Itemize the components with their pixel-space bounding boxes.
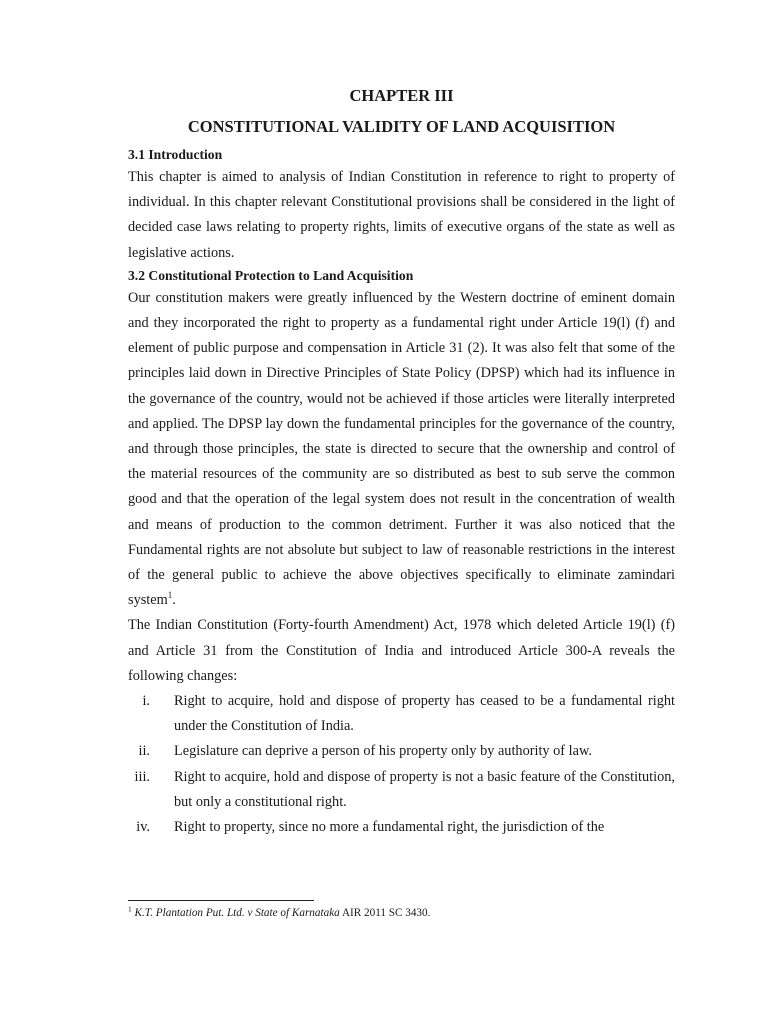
footnote-reference[interactable]: 1 [167,590,173,601]
list-item [128,765,675,815]
introduction-paragraph: This chapter is aimed to analysis of Indian Constitution in reference to right to property of individual. In this chapter relevant Constitutional provisions shall be considered in the light of decided case laws relating to property rights, limits of executive organs of the state as well as legislative actions. [128,169,675,261]
amendment-paragraph: The Indian Constitution (Forty-fourth Amendment) Act, 1978 which deleted Article 19(l) (f) and Article 31 from the Constitution of India and introduced Article 300-A reveals the following changes: [128,617,675,684]
constitutional-protection-paragraph [128,286,675,614]
footnote-mark: 1 [128,904,132,914]
list-item-number: iii. [134,768,150,785]
changes-list [128,689,675,840]
list-item-number: ii. [138,743,150,760]
paragraph-end: . [172,592,176,609]
list-item-text: Right to property, since no more a fundamental right, the jurisdiction of the [174,819,605,836]
list-item [128,815,675,840]
section-heading-constitutional-protection: 3.2 Constitutional Protection to Land Acquisition [128,267,414,283]
list-item [128,739,675,764]
list-item-number: iv. [136,819,150,836]
body-flow [128,145,675,840]
footnote [128,906,430,921]
list-item-text: Legislature can deprive a person of his property only by authority of law. [174,743,592,760]
list-item-text: Right to acquire, hold and dispose of property has ceased to be a fundamental right under the Constitution of India. [174,693,675,735]
list-item-number: i. [142,693,150,710]
chapter-label: CHAPTER III [349,86,454,105]
paragraph-text: Our constitution makers were greatly influenced by the Western doctrine of eminent domain and they incorporated the right to property as a fundamental right under Article 19(l) (f) and element of public purpose and compensation in Article 31 (2). It was also felt that some of the principles laid down in Directive Principles of State Policy (DPSP) which had its influence in the governance of the country, would not be achieved if those articles were literally interpreted and applied. The DPSP lay down the fundamental principles for the governance of the country, and through those principles, the state is directed to secure that the ownership and control of the material resources of the community are so distributed as best to sub serve the common good and that the operation of the legal system does not result in the concentration of wealth and means of production to the common detriment. Further it was also noticed that the Fundamental rights are not absolute but subject to law of reasonable restrictions in the interest of the general public to achieve the above objectives specifically to eliminate zamindari system [128,289,675,609]
list-item [128,689,675,739]
footnote-citation: AIR 2011 SC 3430. [339,907,431,919]
footnote-case-name: K.T. Plantation Put. Ltd. v State of Karnataka [134,907,340,919]
section-heading-introduction: 3.1 Introduction [128,147,223,162]
chapter-title: CONSTITUTIONAL VALIDITY OF LAND ACQUISITION [187,117,616,136]
footnote-separator [128,900,314,901]
list-item-text: Right to acquire, hold and dispose of property is not a basic feature of the Constitution, but only a constitutional right. [174,768,675,810]
